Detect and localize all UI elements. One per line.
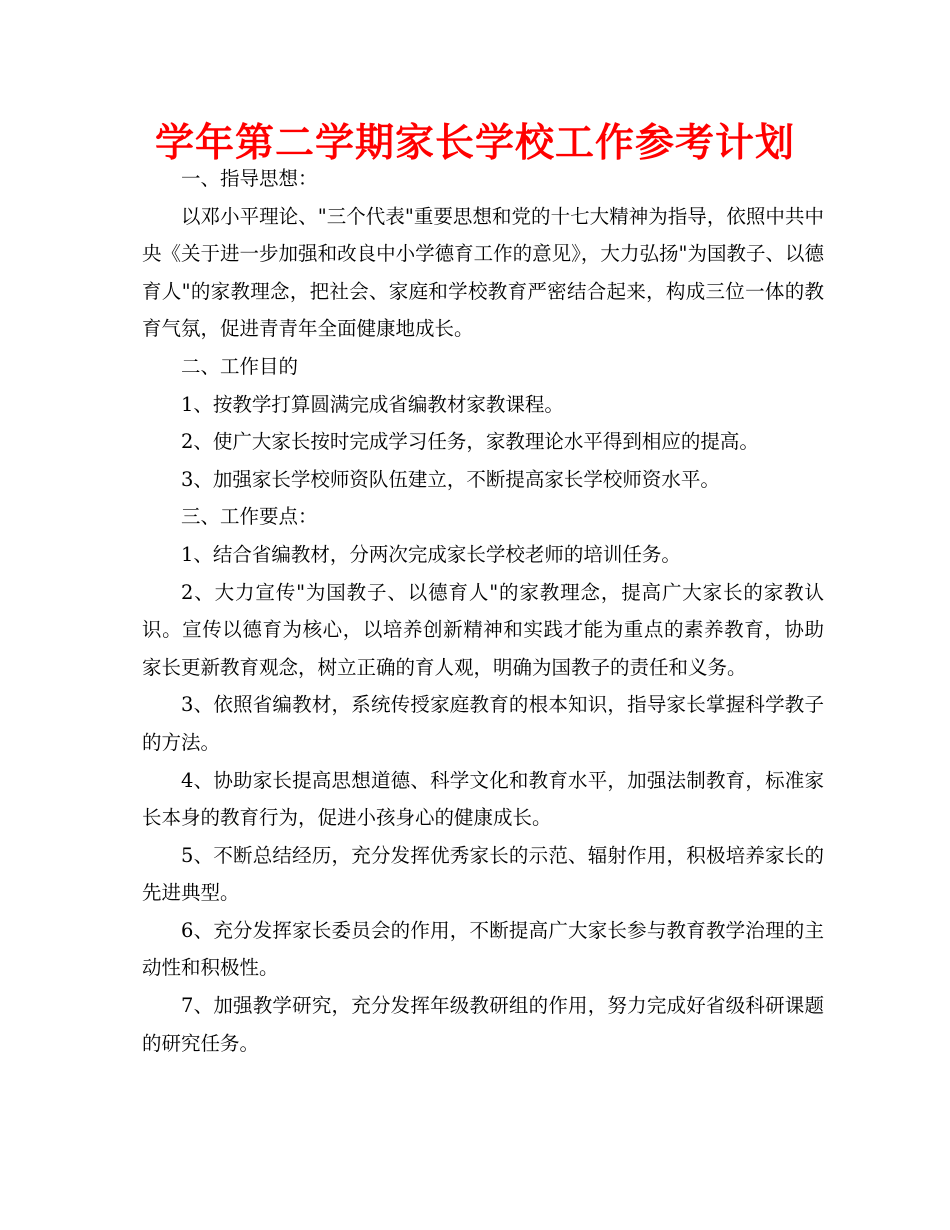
- work-point-7: 7、加强教学研究，充分发挥年级教研组的作用，努力完成好省级科研课题的研究任务。: [142, 994, 824, 1055]
- document-title: 学年第二学期家长学校工作参考计划: [154, 121, 795, 166]
- work-point-4: 4、协助家长提高思想道德、科学文化和教育水平，加强法制教育，标准家长本身的教育行为，促进小孩身心的健康成长。: [142, 768, 824, 830]
- work-point-1: 1、结合省编教材，分两次完成家长学校老师的培训任务。: [181, 542, 681, 566]
- paragraph-guiding-ideology: 以邓小平理论、"三个代表"重要思想和党的十七大精神为指导，依照中共中央《关于进一步加强和改良中小学德育工作的意见》，大力弘扬"为国教子、以德育人"的家教理念，把社会、家庭和学校教育严密结合起来，构成三位一体的教育气氛，促进青青年全面健康地成长。: [142, 204, 824, 341]
- work-point-5: 5、不断总结经历，充分发挥优秀家长的示范、辐射作用，积极培养家长的先进典型。: [142, 843, 824, 905]
- section-heading-work-points: 三、工作要点：: [181, 505, 318, 529]
- section-heading-work-goals: 二、工作目的: [181, 354, 299, 378]
- work-point-6: 6、充分发挥家长委员会的作用，不断提高广大家长参与教育教学治理的主动性和积极性。: [142, 918, 824, 980]
- section-heading-guiding-ideology: 一、指导思想：: [181, 167, 318, 190]
- goal-item-2: 2、使广大家长按时完成学习任务，家教理论水平得到相应的提高。: [181, 430, 759, 454]
- goal-item-1: 1、按教学打算圆满完成省编教材家教课程。: [181, 392, 564, 416]
- work-point-3: 3、依照省编教材，系统传授家庭教育的根本知识，指导家长掌握科学教子的方法。: [142, 693, 824, 754]
- goal-item-3: 3、加强家长学校师资队伍建立，不断提高家长学校师资水平。: [181, 467, 720, 491]
- document-body: [142, 160, 824, 1062]
- work-point-2: 2、大力宣传"为国教子、以德育人"的家教理念，提高广大家长的家教认识。宣传以德育为核心，以培养创新精神和实践才能为重点的素养教育，协助家长更新教育观念，树立正确的育人观，明确为国教子的责任和义务。: [142, 580, 824, 679]
